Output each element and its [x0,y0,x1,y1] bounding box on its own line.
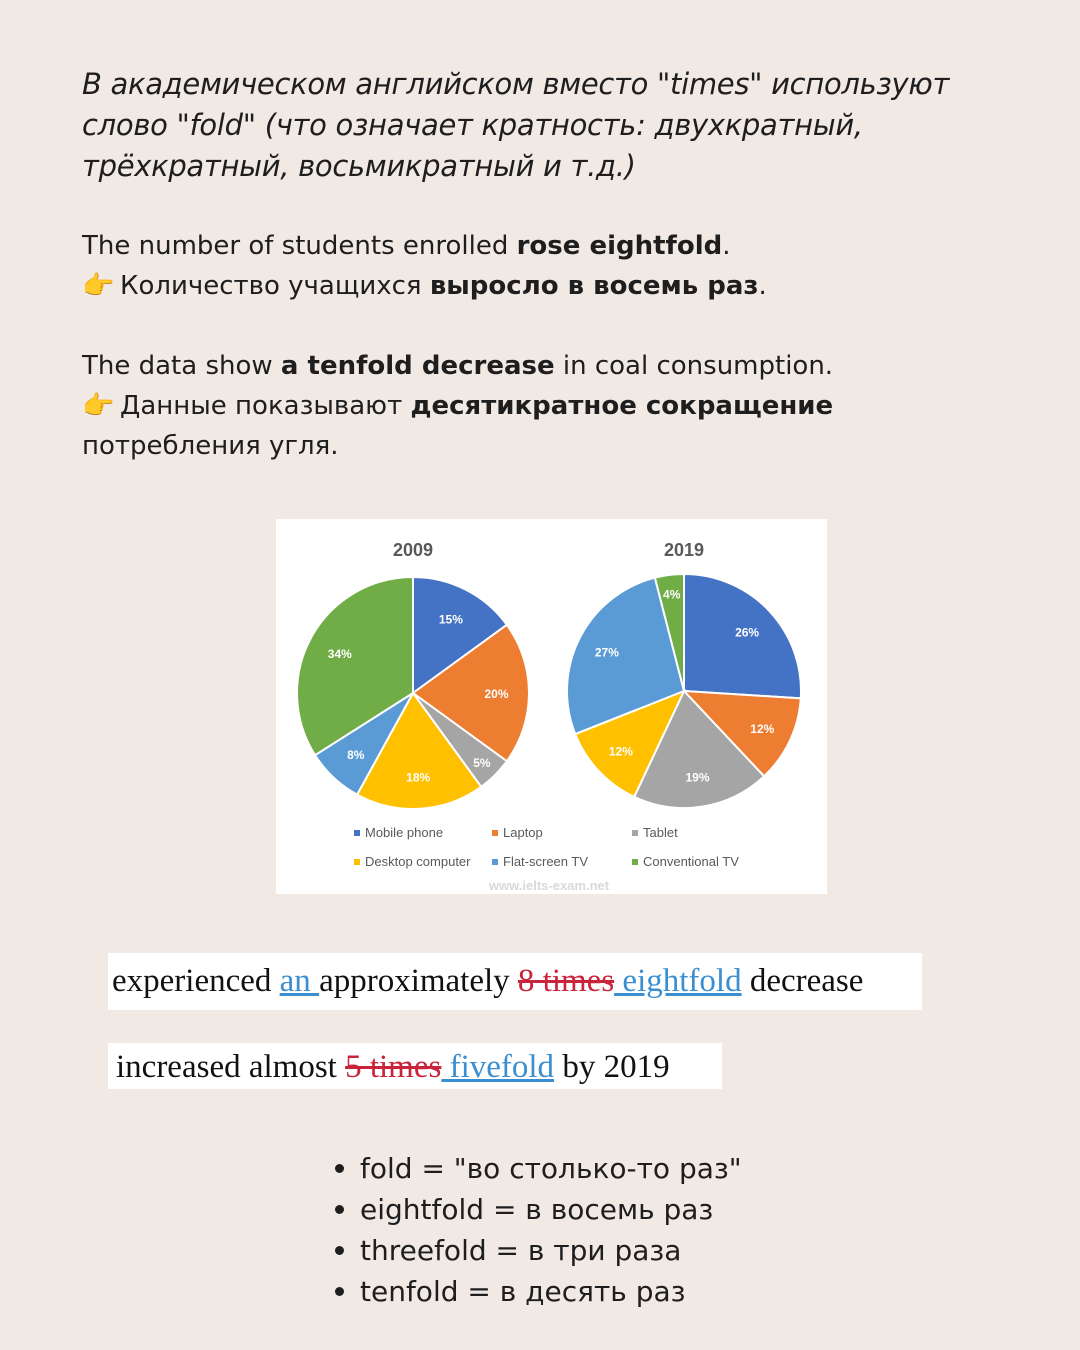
inserted-word: an [279,963,320,999]
pointing-hand-icon: 👉 [82,271,115,301]
list-item: eightfold = в восемь раз [330,1189,742,1230]
struck-phrase: 5 times [345,1049,442,1085]
pie-title-2019: 2019 [663,540,705,560]
bullet-icon [335,1164,344,1173]
example-1-ru-highlight: выросло в восемь раз [429,271,759,301]
pie-2019-label-conventional-tv: 4% [663,587,681,602]
legend-swatch-laptop [492,830,498,836]
bullet-icon [335,1205,344,1214]
bullet-icon [335,1287,344,1296]
struck-phrase: 8 times [517,963,615,999]
pie-2019-label-mobile-phone: 26% [735,625,760,640]
pie-2009-label-mobile-phone: 15% [438,612,463,627]
pie-2009-label-conventional-tv: 34% [327,646,352,661]
example-2-russian: 👉 Данные показывают десятикратное сокращение потребления угля. [82,386,842,466]
correction-example-2: increased almost 5 times fivefold by 2019 [108,1043,722,1089]
legend-label-flat-screen-tv: Flat-screen TV [503,854,589,869]
pie-2019-label-desktop-computer: 12% [608,744,633,759]
legend-label-laptop: Laptop [503,825,543,840]
source-watermark: www.ielts-exam.net [488,878,610,893]
example-1-russian: 👉 Количество учащихся выросло в восемь раз. [82,266,1032,306]
legend-label-conventional-tv: Conventional TV [643,854,739,869]
legend-label-desktop-computer: Desktop computer [365,854,471,869]
pointing-hand-icon: 👉 [82,391,115,421]
example-1-highlight: rose eightfold [516,231,723,261]
example-1-english: The number of students enrolled rose eightfold. [82,231,731,261]
pie-2019-label-tablet: 19% [685,770,710,785]
legend-swatch-tablet [632,830,638,836]
legend-swatch-conventional-tv [632,859,638,865]
pie-2009-label-laptop: 20% [484,687,509,701]
example-1 [82,226,1032,306]
legend-swatch-desktop-computer [354,859,360,865]
correction-example-1: experienced an approximately 8 times eightfold decrease [108,953,922,1010]
example-2-ru-highlight: десятикратное сокращение [410,391,834,421]
example-2-highlight: a tenfold decrease [280,351,555,381]
pie-2019-label-flat-screen-tv: 27% [594,645,619,660]
pie-title-2009: 2009 [392,540,434,560]
pie-charts-figure [276,519,827,894]
legend-swatch-flat-screen-tv [492,859,498,865]
pie-2009-label-flat-screen-tv: 8% [347,747,365,762]
pie-2009-label-tablet: 5% [473,755,491,770]
list-item: tenfold = в десять раз [330,1271,742,1312]
legend-swatch-mobile-phone [354,830,360,836]
list-item: threefold = в три раза [330,1230,742,1271]
example-2 [82,346,1032,466]
pie-2009-label-desktop-computer: 18% [406,770,431,785]
intro-text: В академическом английском вместо "times" используют слово "fold" (что означает кратность: двухкратный, трёхкратный, восьмикратный и т.д.) [82,67,950,183]
bullet-icon [335,1246,344,1255]
pie-charts-svg [276,519,827,894]
pie-2019-label-laptop: 12% [750,721,775,736]
legend-label-tablet: Tablet [643,825,678,840]
example-2-english: The data show a tenfold decrease in coal consumption. [82,351,834,381]
vocabulary-list [330,1148,742,1312]
replacement-word: fivefold [441,1049,555,1085]
list-item: fold = "во столько-то раз" [330,1148,742,1189]
legend-label-mobile-phone: Mobile phone [365,825,444,840]
replacement-word: eightfold [614,963,742,999]
